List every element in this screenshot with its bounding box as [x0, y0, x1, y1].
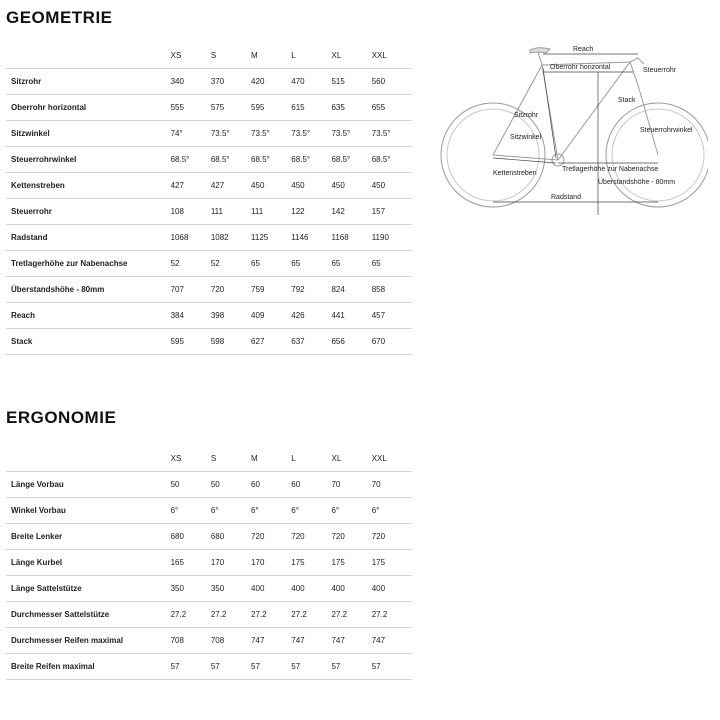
value-cell: 426	[291, 303, 331, 329]
value-cell: 747	[251, 628, 291, 654]
row-label: Radstand	[6, 225, 171, 251]
table-row	[6, 602, 412, 628]
diagram-label-head-angle: Steuerrohrwinkel	[640, 127, 693, 134]
value-cell: 27.2	[251, 602, 291, 628]
size-header-s: S	[211, 445, 251, 472]
value-cell: 400	[251, 576, 291, 602]
row-label: Durchmesser Sattelstütze	[6, 602, 171, 628]
value-cell: 350	[211, 576, 251, 602]
size-header-m: M	[251, 445, 291, 472]
row-label: Steuerrohrwinkel	[6, 147, 171, 173]
diagram-label-bb-drop: Tretlagerhöhe zur Nabenachse	[562, 166, 659, 173]
value-cell: 398	[211, 303, 251, 329]
value-cell: 57	[211, 654, 251, 680]
value-cell: 450	[251, 173, 291, 199]
value-cell: 427	[171, 173, 211, 199]
geometry-table	[6, 42, 412, 355]
value-cell: 170	[251, 550, 291, 576]
row-label: Länge Sattelstütze	[6, 576, 171, 602]
value-cell: 68.5°	[291, 147, 331, 173]
table-row	[6, 628, 412, 654]
value-cell: 6°	[251, 498, 291, 524]
diagram-label-stack: Stack	[618, 97, 636, 104]
value-cell: 670	[372, 329, 412, 355]
value-cell: 1082	[211, 225, 251, 251]
value-cell: 350	[171, 576, 211, 602]
value-cell: 409	[251, 303, 291, 329]
table-row	[6, 173, 412, 199]
row-label: Breite Lenker	[6, 524, 171, 550]
table-row	[6, 121, 412, 147]
geometry-title: GEOMETRIE	[6, 8, 113, 27]
value-cell: 73.5°	[372, 121, 412, 147]
diagram-label-top-tube: Oberrohr horizontal	[550, 64, 611, 71]
value-cell: 74°	[171, 121, 211, 147]
size-header-xxl: XXL	[372, 445, 412, 472]
value-cell: 111	[211, 199, 251, 225]
table-row	[6, 95, 412, 121]
row-label: Steuerrohr	[6, 199, 171, 225]
value-cell: 57	[331, 654, 371, 680]
value-cell: 1168	[331, 225, 371, 251]
row-label: Überstandshöhe - 80mm	[6, 277, 171, 303]
value-cell: 65	[331, 251, 371, 277]
row-label: Breite Reifen maximal	[6, 654, 171, 680]
bike-geometry-diagram	[438, 40, 708, 215]
value-cell: 27.2	[331, 602, 371, 628]
value-cell: 515	[331, 69, 371, 95]
value-cell: 6°	[171, 498, 211, 524]
value-cell: 165	[171, 550, 211, 576]
value-cell: 175	[331, 550, 371, 576]
table-row	[6, 472, 412, 498]
value-cell: 57	[372, 654, 412, 680]
value-cell: 6°	[372, 498, 412, 524]
value-cell: 747	[372, 628, 412, 654]
row-label: Reach	[6, 303, 171, 329]
value-cell: 6°	[291, 498, 331, 524]
ergonomics-table	[6, 445, 412, 680]
value-cell: 595	[171, 329, 211, 355]
row-label: Stack	[6, 329, 171, 355]
value-cell: 73.5°	[251, 121, 291, 147]
value-cell: 157	[372, 199, 412, 225]
value-cell: 27.2	[211, 602, 251, 628]
value-cell: 170	[211, 550, 251, 576]
value-cell: 108	[171, 199, 211, 225]
front-wheel	[606, 103, 708, 207]
value-cell: 1146	[291, 225, 331, 251]
value-cell: 720	[291, 524, 331, 550]
value-cell: 450	[331, 173, 371, 199]
value-cell: 68.5°	[171, 147, 211, 173]
value-cell: 858	[372, 277, 412, 303]
value-cell: 720	[211, 277, 251, 303]
value-cell: 6°	[331, 498, 371, 524]
value-cell: 27.2	[171, 602, 211, 628]
diagram-label-reach: Reach	[573, 46, 594, 53]
table-row	[6, 654, 412, 680]
diagram-label-seat-angle: Sitzwinkel	[510, 134, 542, 141]
value-cell: 555	[171, 95, 211, 121]
value-cell: 6°	[211, 498, 251, 524]
table-row	[6, 69, 412, 95]
table-row	[6, 147, 412, 173]
value-cell: 384	[171, 303, 211, 329]
value-cell: 1125	[251, 225, 291, 251]
value-cell: 656	[331, 329, 371, 355]
size-header-xl: XL	[331, 445, 371, 472]
header-label-cell	[6, 42, 171, 69]
value-cell: 680	[171, 524, 211, 550]
value-cell: 68.5°	[331, 147, 371, 173]
row-label: Sitzwinkel	[6, 121, 171, 147]
value-cell: 70	[372, 472, 412, 498]
value-cell: 175	[291, 550, 331, 576]
value-cell: 52	[171, 251, 211, 277]
value-cell: 635	[331, 95, 371, 121]
value-cell: 68.5°	[372, 147, 412, 173]
value-cell: 27.2	[372, 602, 412, 628]
value-cell: 824	[331, 277, 371, 303]
row-label: Oberrohr horizontal	[6, 95, 171, 121]
value-cell: 680	[211, 524, 251, 550]
value-cell: 175	[372, 550, 412, 576]
table-row	[6, 524, 412, 550]
value-cell: 707	[171, 277, 211, 303]
value-cell: 427	[211, 173, 251, 199]
value-cell: 759	[251, 277, 291, 303]
value-cell: 595	[251, 95, 291, 121]
value-cell: 400	[331, 576, 371, 602]
value-cell: 560	[372, 69, 412, 95]
value-cell: 50	[171, 472, 211, 498]
value-cell: 615	[291, 95, 331, 121]
value-cell: 747	[291, 628, 331, 654]
value-cell: 708	[211, 628, 251, 654]
diagram-label-head-tube: Steuerrohr	[643, 67, 677, 74]
value-cell: 450	[291, 173, 331, 199]
diagram-label-standover: Überstandshöhe - 80mm	[598, 179, 676, 186]
row-label: Sitzrohr	[6, 69, 171, 95]
value-cell: 747	[331, 628, 371, 654]
size-header-s: S	[211, 42, 251, 69]
row-label: Durchmesser Reifen maximal	[6, 628, 171, 654]
value-cell: 450	[372, 173, 412, 199]
header-label-cell	[6, 445, 171, 472]
value-cell: 1068	[171, 225, 211, 251]
table-header-row	[6, 445, 412, 472]
table-row	[6, 576, 412, 602]
value-cell: 720	[372, 524, 412, 550]
value-cell: 73.5°	[291, 121, 331, 147]
row-label: Länge Kurbel	[6, 550, 171, 576]
handlebar	[630, 58, 644, 64]
table-row	[6, 199, 412, 225]
value-cell: 400	[372, 576, 412, 602]
row-label: Winkel Vorbau	[6, 498, 171, 524]
ergonomics-title: ERGONOMIE	[6, 408, 117, 427]
value-cell: 1190	[372, 225, 412, 251]
value-cell: 57	[251, 654, 291, 680]
value-cell: 420	[251, 69, 291, 95]
table-row	[6, 303, 412, 329]
value-cell: 598	[211, 329, 251, 355]
value-cell: 73.5°	[211, 121, 251, 147]
value-cell: 627	[251, 329, 291, 355]
saddle	[530, 48, 550, 53]
value-cell: 720	[331, 524, 371, 550]
seatpost	[538, 52, 542, 65]
value-cell: 65	[251, 251, 291, 277]
size-header-xl: XL	[331, 42, 371, 69]
diagram-label-wheelbase: Radstand	[551, 194, 581, 201]
value-cell: 60	[251, 472, 291, 498]
table-row	[6, 550, 412, 576]
value-cell: 400	[291, 576, 331, 602]
value-cell: 792	[291, 277, 331, 303]
diagram-label-chainstay: Kettenstreben	[493, 170, 537, 177]
value-cell: 370	[211, 69, 251, 95]
table-row	[6, 225, 412, 251]
table-row	[6, 329, 412, 355]
value-cell: 470	[291, 69, 331, 95]
size-header-xxl: XXL	[372, 42, 412, 69]
value-cell: 52	[211, 251, 251, 277]
size-header-l: L	[291, 445, 331, 472]
value-cell: 340	[171, 69, 211, 95]
size-header-xs: XS	[171, 42, 211, 69]
row-label: Kettenstreben	[6, 173, 171, 199]
size-header-m: M	[251, 42, 291, 69]
value-cell: 637	[291, 329, 331, 355]
value-cell: 57	[171, 654, 211, 680]
value-cell: 65	[372, 251, 412, 277]
value-cell: 720	[251, 524, 291, 550]
value-cell: 575	[211, 95, 251, 121]
value-cell: 708	[171, 628, 211, 654]
value-cell: 65	[291, 251, 331, 277]
value-cell: 27.2	[291, 602, 331, 628]
value-cell: 57	[291, 654, 331, 680]
value-cell: 655	[372, 95, 412, 121]
value-cell: 60	[291, 472, 331, 498]
value-cell: 457	[372, 303, 412, 329]
value-cell: 441	[331, 303, 371, 329]
value-cell: 70	[331, 472, 371, 498]
table-header-row	[6, 42, 412, 69]
size-header-xs: XS	[171, 445, 211, 472]
row-label: Länge Vorbau	[6, 472, 171, 498]
table-row	[6, 277, 412, 303]
value-cell: 73.5°	[331, 121, 371, 147]
seat-tube-line	[543, 68, 556, 158]
size-header-l: L	[291, 42, 331, 69]
diagram-label-seat-tube: Sitzrohr	[514, 112, 539, 119]
value-cell: 111	[251, 199, 291, 225]
value-cell: 68.5°	[211, 147, 251, 173]
table-row	[6, 498, 412, 524]
value-cell: 68.5°	[251, 147, 291, 173]
row-label: Tretlagerhöhe zur Nabenachse	[6, 251, 171, 277]
value-cell: 142	[331, 199, 371, 225]
table-row	[6, 251, 412, 277]
value-cell: 122	[291, 199, 331, 225]
value-cell: 50	[211, 472, 251, 498]
